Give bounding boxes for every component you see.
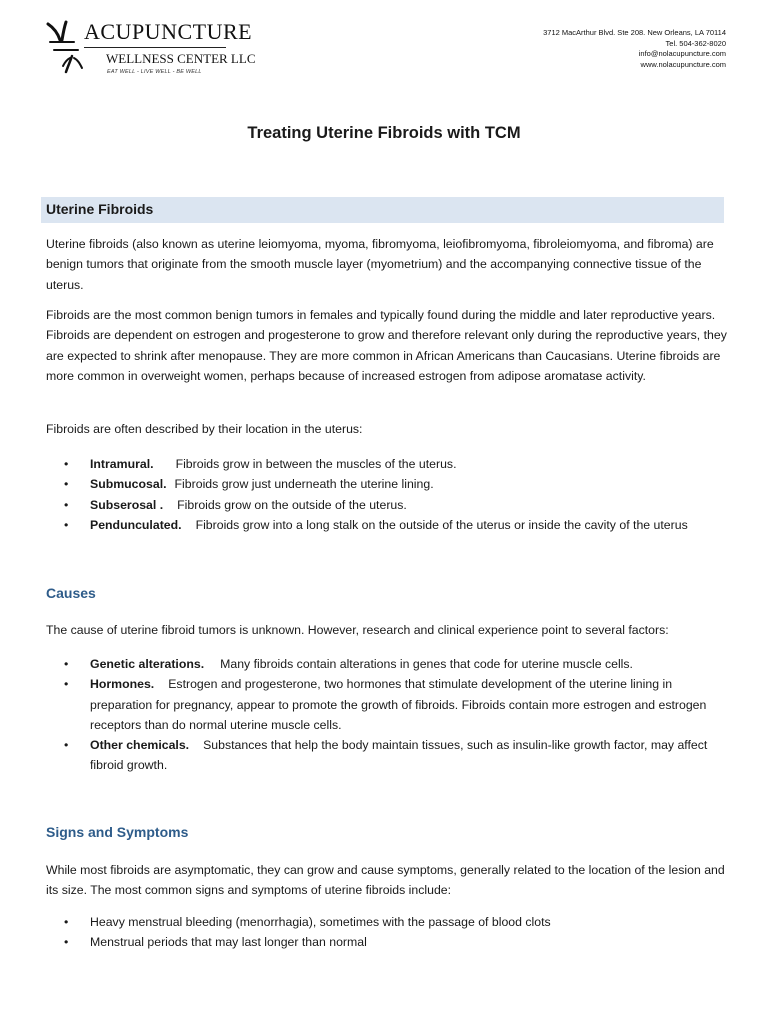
company-logo	[44, 16, 256, 96]
list-item	[64, 674, 728, 735]
list-item-text: Heavy menstrual bleeding (menorrhagia), sometimes with the passage of blood clots	[90, 915, 551, 929]
list-item	[64, 912, 728, 932]
bullet-icon: •	[64, 915, 69, 929]
list-item	[64, 474, 728, 494]
list-item-text: Menstrual periods that may last longer than normal	[90, 935, 367, 950]
section-heading-fibroids: Uterine Fibroids	[46, 201, 154, 217]
list-item	[64, 932, 728, 952]
list-item-text: Substances that help the body maintain tissues, such as insulin-like growth factor, may affect fibroid growth.	[90, 738, 708, 773]
bullet-icon: •	[64, 677, 69, 692]
list-item-term: Intramural.	[90, 457, 154, 471]
bullet-icon: •	[64, 657, 69, 671]
list-item	[64, 515, 728, 535]
bullet-icon: •	[64, 477, 69, 492]
causes-list	[64, 654, 728, 776]
symptoms-list	[64, 912, 728, 953]
list-item	[64, 654, 728, 674]
section-heading-bar	[41, 197, 724, 223]
fibroids-paragraph-1: Uterine fibroids (also known as uterine leiomyoma, myoma, fibromyoma, leiofibromyoma, fibroleiomyoma, and fibroma) are benign tumors that originate from the smooth muscle layer (myometrium) and the accompanying connective tissue of the uterus.	[46, 237, 714, 292]
bullet-icon: •	[64, 497, 69, 512]
bullet-icon: •	[64, 935, 69, 950]
contact-block	[543, 28, 726, 70]
list-item-term: Hormones.	[90, 677, 155, 692]
list-item-term: Pendunculated.	[90, 517, 182, 532]
list-item	[64, 735, 728, 776]
document-title: Treating Uterine Fibroids with TCM	[247, 124, 521, 142]
list-item	[64, 454, 728, 474]
contact-phone: Tel. 504-362-8020	[665, 38, 726, 48]
section-heading-symptoms: Signs and Symptoms	[46, 824, 189, 840]
logo-title: ACUPUNCTURE	[84, 19, 253, 44]
symptoms-intro: While most fibroids are asymptomatic, they can grow and cause symptoms, generally related to the location of the lesion and its size. The most common signs and symptoms of uterine fibroids include:	[46, 863, 725, 898]
bullet-icon: •	[64, 738, 69, 753]
list-item-term: Submucosal.	[90, 477, 167, 492]
list-item-text: Fibroids grow into a long stalk on the outside of the uterus or inside the cavity of the uterus	[195, 517, 688, 532]
bullet-icon: •	[64, 517, 69, 532]
contact-website[interactable]: www.nolacupuncture.com	[640, 59, 726, 69]
list-item-text: Many fibroids contain alterations in genes that code for uterine muscle cells.	[220, 657, 633, 671]
logo-subtitle: WELLNESS CENTER LLC	[106, 51, 256, 66]
causes-intro: The cause of uterine fibroid tumors is unknown. However, research and clinical experience point to several factors:	[46, 623, 669, 637]
contact-email[interactable]: info@nolacupuncture.com	[638, 49, 726, 58]
logo-divider	[84, 47, 226, 48]
section-heading-causes: Causes	[46, 585, 96, 601]
list-item-term: Subserosal .	[90, 497, 164, 512]
list-item-text: Fibroids grow on the outside of the uterus.	[177, 497, 407, 512]
fibroids-paragraph-3: Fibroids are often described by their location in the uterus:	[46, 422, 363, 436]
bullet-icon: •	[64, 457, 69, 471]
fibroid-types-list	[64, 454, 728, 535]
list-item-text: Fibroids grow in between the muscles of the uterus.	[175, 457, 457, 471]
fibroids-paragraph-2: Fibroids are the most common benign tumors in females and typically found during the middle and later reproductive years. Fibroids are dependent on estrogen and progesterone to grow and therefore relevant only during the reproductive years, they are expected to shrink after menopause. They are more common in African Americans than Caucasians. Uterine fibroids are more common in overweight women, perhaps because of increased estrogen from adipose aromatase activity.	[46, 308, 727, 383]
list-item-text: Fibroids grow just underneath the uterine lining.	[174, 477, 434, 492]
contact-address: 3712 MacArthur Blvd. Ste 208. New Orleans, LA 70114	[543, 28, 726, 37]
list-item-term: Genetic alterations.	[90, 657, 205, 671]
page-header	[44, 16, 726, 96]
list-item-text: Estrogen and progesterone, two hormones that stimulate development of the uterine lining in preparation for pregnancy, appear to promote the growth of fibroids. Fibroids contain more estrogen and estrogen receptors than do normal uterine muscle cells.	[90, 677, 707, 732]
logo-tagline: EAT WELL - LIVE WELL - BE WELL	[107, 69, 202, 75]
list-item	[64, 495, 728, 515]
list-item-term: Other chemicals.	[90, 738, 190, 753]
